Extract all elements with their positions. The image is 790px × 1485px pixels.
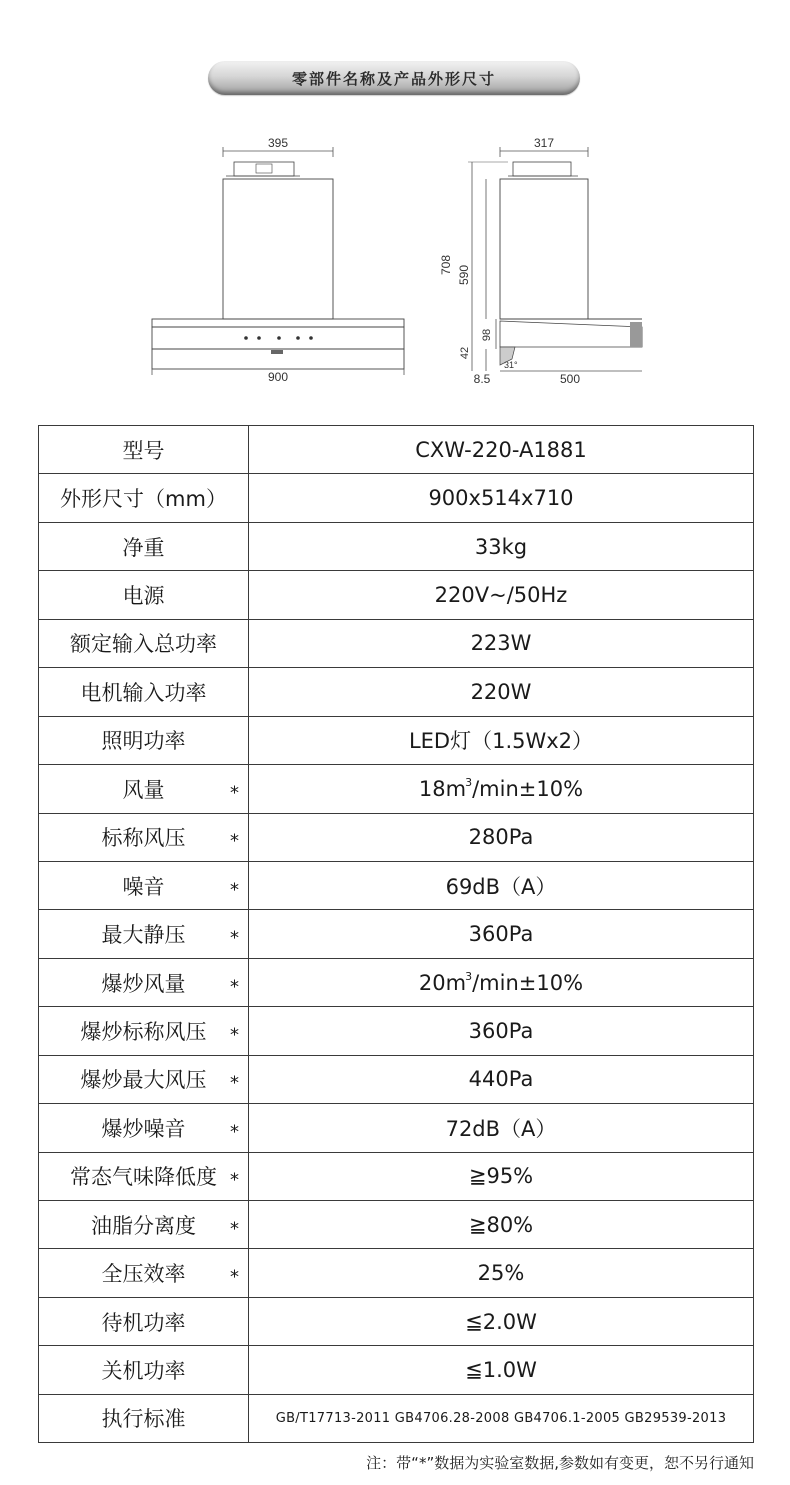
- side-dim-depth: 500: [559, 372, 581, 386]
- spec-row: [39, 765, 754, 813]
- spec-value-cell: [249, 1297, 754, 1345]
- spec-row: [39, 1152, 754, 1200]
- spec-label-cell: [39, 765, 249, 813]
- spec-label-cell: [39, 668, 249, 716]
- spec-value: 220W: [470, 679, 532, 704]
- spec-label: 噪音: [122, 874, 165, 899]
- spec-row: [39, 619, 754, 667]
- spec-label: 电机输入功率: [80, 680, 207, 705]
- spec-label: 爆炒最大风压: [80, 1068, 207, 1093]
- spec-value-superscript: 3: [465, 970, 473, 984]
- spec-label: 额定输入总功率: [70, 632, 217, 657]
- spec-value: ≧95%: [468, 1164, 534, 1189]
- spec-value: 18m: [418, 777, 467, 802]
- spec-value-cell: [249, 1201, 754, 1249]
- front-dim-bottom: 900: [267, 370, 289, 384]
- lab-data-asterisk: *: [230, 927, 239, 949]
- spec-row: [39, 1249, 754, 1297]
- spec-value: 72dB（A）: [445, 1116, 557, 1141]
- spec-label-cell: [39, 1104, 249, 1152]
- spec-row: [39, 1055, 754, 1103]
- spec-table: [38, 425, 754, 1443]
- section-title: 零部件名称及产品外形尺寸: [208, 61, 580, 95]
- spec-value: 220V~/50Hz: [434, 583, 568, 608]
- spec-row: [39, 1297, 754, 1345]
- spec-label: 关机功率: [101, 1359, 186, 1384]
- lab-data-asterisk: *: [230, 782, 239, 804]
- spec-value-cell: [249, 426, 754, 474]
- spec-row: [39, 668, 754, 716]
- spec-label: 电源: [122, 584, 165, 609]
- side-dim-height-chimney: 590: [457, 264, 471, 286]
- spec-value: 440Pa: [468, 1067, 534, 1092]
- spec-value-cell: [249, 716, 754, 764]
- spec-row: [39, 861, 754, 909]
- spec-value: 33kg: [474, 534, 528, 559]
- spec-value: LED灯（1.5Wx2）: [408, 729, 594, 754]
- spec-label-cell: [39, 1201, 249, 1249]
- spec-value: ≦1.0W: [465, 1358, 537, 1383]
- spec-value-cell: [249, 522, 754, 570]
- spec-label-cell: [39, 571, 249, 619]
- lab-data-asterisk: *: [230, 879, 239, 901]
- spec-row: [39, 958, 754, 1006]
- spec-row: [39, 522, 754, 570]
- spec-value: 25%: [477, 1261, 525, 1286]
- spec-value-cell: [249, 619, 754, 667]
- spec-label-cell: [39, 958, 249, 1006]
- spec-value-cell: [249, 861, 754, 909]
- spec-label-cell: [39, 426, 249, 474]
- footnote: 注：带“*”数据为实验室数据,参数如有变更，恕不另行通知: [366, 1454, 754, 1472]
- spec-row: [39, 813, 754, 861]
- spec-label: 执行标准: [101, 1407, 186, 1432]
- spec-value-cell: [249, 668, 754, 716]
- spec-label: 外形尺寸（mm）: [60, 487, 227, 512]
- spec-label-cell: [39, 1249, 249, 1297]
- spec-label: 型号: [122, 438, 165, 463]
- spec-label-cell: [39, 1152, 249, 1200]
- spec-label-cell: [39, 522, 249, 570]
- lab-data-asterisk: *: [230, 1169, 239, 1191]
- side-dim-offset: 8.5: [473, 372, 491, 386]
- spec-label: 最大静压: [101, 923, 186, 948]
- spec-row: [39, 1104, 754, 1152]
- spec-value-cell: [249, 1249, 754, 1297]
- lab-data-asterisk: *: [230, 976, 239, 998]
- spec-value: ≧80%: [468, 1212, 534, 1237]
- spec-label-cell: [39, 910, 249, 958]
- spec-row: [39, 1346, 754, 1394]
- lab-data-asterisk: *: [230, 1218, 239, 1240]
- front-dim-top: 395: [267, 136, 289, 150]
- spec-value-cell: [249, 1152, 754, 1200]
- spec-label-cell: [39, 1007, 249, 1055]
- spec-value-suffix: /min±10%: [472, 777, 584, 802]
- side-view-drawing: [440, 135, 650, 390]
- side-dim-angle: 31°: [504, 360, 518, 370]
- lab-data-asterisk: *: [230, 830, 239, 852]
- spec-row: [39, 426, 754, 474]
- spec-label-cell: [39, 474, 249, 522]
- spec-label: 净重: [122, 535, 165, 560]
- spec-row: [39, 1007, 754, 1055]
- spec-label: 爆炒噪音: [101, 1116, 186, 1141]
- spec-row: [39, 910, 754, 958]
- lab-data-asterisk: *: [230, 1073, 239, 1095]
- side-dim-lip: 42: [459, 346, 471, 360]
- lab-data-asterisk: *: [230, 1121, 239, 1143]
- spec-value: 223W: [470, 631, 532, 656]
- spec-value: 900x514x710: [428, 486, 574, 511]
- spec-value-cell: [249, 1394, 754, 1442]
- side-dim-height-total: 708: [440, 254, 453, 276]
- spec-value: 20m: [418, 971, 467, 996]
- spec-label: 风量: [122, 777, 165, 802]
- spec-value-suffix: /min±10%: [472, 971, 584, 996]
- front-view-drawing: [148, 135, 408, 385]
- lab-data-asterisk: *: [230, 1024, 239, 1046]
- spec-value: 280Pa: [468, 825, 534, 850]
- spec-value-cell: [249, 474, 754, 522]
- spec-label-cell: [39, 619, 249, 667]
- spec-value-cell: [249, 1346, 754, 1394]
- spec-label: 常态气味降低度: [70, 1165, 217, 1190]
- spec-label: 油脂分离度: [91, 1213, 196, 1238]
- spec-label-cell: [39, 1394, 249, 1442]
- spec-row: [39, 1201, 754, 1249]
- spec-label-cell: [39, 1346, 249, 1394]
- spec-label-cell: [39, 813, 249, 861]
- spec-value-cell: [249, 1007, 754, 1055]
- spec-value-cell: [249, 1104, 754, 1152]
- side-dim-top: 317: [533, 136, 555, 150]
- spec-value-cell: [249, 571, 754, 619]
- lab-data-asterisk: *: [230, 1266, 239, 1288]
- spec-value: GB/T17713-2011 GB4706.28-2008 GB4706.1-2005 GB29539-2013: [275, 1410, 727, 1426]
- spec-label-cell: [39, 1297, 249, 1345]
- spec-label: 全压效率: [101, 1262, 186, 1287]
- spec-label: 待机功率: [101, 1310, 186, 1335]
- side-dim-hood: 98: [481, 328, 493, 342]
- spec-label: 爆炒标称风压: [80, 1019, 207, 1044]
- spec-row: [39, 571, 754, 619]
- spec-label-cell: [39, 861, 249, 909]
- spec-value: 69dB（A）: [445, 874, 557, 899]
- spec-row: [39, 474, 754, 522]
- spec-value-superscript: 3: [465, 776, 473, 790]
- spec-value-cell: [249, 813, 754, 861]
- spec-label-cell: [39, 716, 249, 764]
- spec-value: CXW-220-A1881: [415, 437, 587, 462]
- spec-value: ≦2.0W: [465, 1309, 537, 1334]
- spec-value: 360Pa: [468, 1018, 534, 1043]
- spec-value-cell: [249, 1055, 754, 1103]
- spec-row: [39, 716, 754, 764]
- spec-label: 标称风压: [101, 826, 186, 851]
- spec-row: [39, 1394, 754, 1442]
- spec-label: 照明功率: [101, 729, 186, 754]
- spec-value: 360Pa: [468, 922, 534, 947]
- spec-label-cell: [39, 1055, 249, 1103]
- spec-value-cell: [249, 765, 754, 813]
- spec-value-cell: [249, 958, 754, 1006]
- spec-label: 爆炒风量: [101, 971, 186, 996]
- spec-value-cell: [249, 910, 754, 958]
